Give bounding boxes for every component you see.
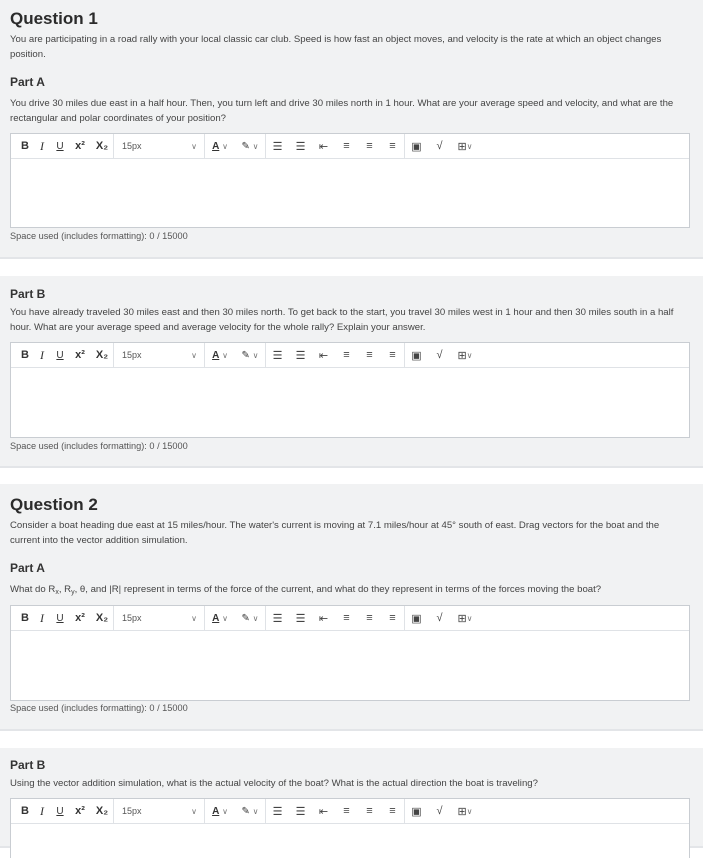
align-right-icon[interactable]: ≡ <box>389 805 396 817</box>
answer-input[interactable] <box>11 631 689 700</box>
subscript-button[interactable]: X₂ <box>95 612 109 624</box>
font-size-value: 15px <box>122 806 142 816</box>
chevron-down-icon: ∨ <box>252 141 259 151</box>
outdent-icon[interactable]: ⇤ <box>318 805 329 818</box>
editor-toolbar <box>11 343 689 368</box>
align-right-icon[interactable]: ≡ <box>389 612 396 624</box>
answer-input[interactable] <box>11 824 689 858</box>
highlight-button[interactable] <box>235 134 265 159</box>
chevron-down-icon: ∨ <box>466 350 473 360</box>
superscript-button[interactable]: x² <box>75 612 85 624</box>
chevron-down-icon: ∨ <box>222 613 228 623</box>
underline-button[interactable]: U <box>56 140 64 152</box>
text-color-icon: A <box>212 805 220 817</box>
answer-input[interactable] <box>11 159 689 227</box>
bold-button[interactable]: B <box>21 612 29 624</box>
rich-text-editor <box>10 605 690 701</box>
text-segment: What do R <box>10 584 56 595</box>
space-used-counter: Space used (includes formatting): 0 / 15000 <box>10 231 188 241</box>
editor-toolbar <box>11 606 689 631</box>
align-right-icon[interactable]: ≡ <box>389 140 396 152</box>
question-2-card <box>0 484 703 731</box>
subscript-button[interactable]: X₂ <box>95 805 109 817</box>
bullet-list-icon[interactable]: ☰ <box>272 140 283 153</box>
text-color-button[interactable] <box>205 606 235 631</box>
chevron-down-icon: ∨ <box>191 806 197 816</box>
text-segment: , R <box>58 584 72 595</box>
highlight-button[interactable] <box>235 606 265 631</box>
bold-button[interactable]: B <box>21 805 29 817</box>
insert-image-icon[interactable]: ▣ <box>411 805 422 818</box>
part-title: Part B <box>10 758 46 772</box>
text-segment: , θ, and |R| represent in terms of the force of the current, and what do they represent in terms of the forces moving the boat? <box>74 584 602 595</box>
table-icon: ⊞ <box>457 805 467 818</box>
subscript-x: x <box>55 589 59 596</box>
table-button[interactable] <box>451 606 479 631</box>
rich-text-editor <box>10 133 690 228</box>
highlighter-icon: ✎ <box>241 140 250 152</box>
chevron-down-icon: ∨ <box>222 350 228 360</box>
table-button[interactable] <box>451 799 479 824</box>
question-1-card <box>0 0 703 259</box>
bold-button[interactable]: B <box>21 140 29 152</box>
align-center-icon[interactable]: ≡ <box>366 805 373 817</box>
text-color-icon: A <box>212 349 220 361</box>
chevron-down-icon: ∨ <box>252 806 259 816</box>
font-size-value: 15px <box>122 350 142 360</box>
part-text: You have already traveled 30 miles east and then 30 miles north. To get back to the start, you travel 30 miles west in 1 hour and then 30 miles south in a half hour. What are your average speed and average velocity for the whole rally? Explain your answer. <box>10 307 674 333</box>
numbered-list-icon[interactable]: ☰ <box>295 612 306 625</box>
superscript-button[interactable]: x² <box>75 805 85 817</box>
font-size-select[interactable] <box>114 799 204 824</box>
equation-icon[interactable]: √ <box>436 140 443 152</box>
chevron-down-icon: ∨ <box>466 806 473 816</box>
part-b-card <box>0 276 703 468</box>
numbered-list-icon[interactable]: ☰ <box>295 805 306 818</box>
chevron-down-icon: ∨ <box>222 141 228 151</box>
bullet-list-icon[interactable]: ☰ <box>272 349 283 362</box>
table-icon: ⊞ <box>457 140 467 153</box>
text-color-icon: A <box>212 612 220 624</box>
outdent-icon[interactable]: ⇤ <box>318 349 329 362</box>
underline-button[interactable]: U <box>56 612 64 624</box>
space-used-counter: Space used (includes formatting): 0 / 15000 <box>10 703 188 713</box>
superscript-button[interactable]: x² <box>75 349 85 361</box>
rich-text-editor <box>10 342 690 438</box>
align-left-icon[interactable]: ≡ <box>343 140 350 152</box>
font-size-select[interactable] <box>114 134 204 159</box>
subscript-button[interactable]: X₂ <box>95 349 109 361</box>
italic-button[interactable]: I <box>40 138 44 153</box>
question-intro: Consider a boat heading due east at 15 miles/hour. The water's current is moving at 7.1 miles/hour at 45° south of east. Drag vectors for the boat and the current into the vector addition simulation. <box>10 520 660 546</box>
chevron-down-icon: ∨ <box>191 350 197 360</box>
font-size-select[interactable] <box>114 606 204 631</box>
question-title: Question 1 <box>10 9 98 28</box>
part-title: Part B <box>10 287 46 301</box>
equation-icon[interactable]: √ <box>436 349 443 361</box>
chevron-down-icon: ∨ <box>191 613 197 623</box>
highlighter-icon: ✎ <box>241 612 250 624</box>
bullet-list-icon[interactable]: ☰ <box>272 805 283 818</box>
table-button[interactable] <box>451 343 479 368</box>
font-size-value: 15px <box>122 141 142 151</box>
superscript-button[interactable]: x² <box>75 140 85 152</box>
part-title: Part A <box>10 75 45 89</box>
align-left-icon[interactable]: ≡ <box>343 805 350 817</box>
align-left-icon[interactable]: ≡ <box>343 349 350 361</box>
part-b-card <box>0 748 703 848</box>
highlight-button[interactable] <box>235 343 265 368</box>
bold-button[interactable]: B <box>21 349 29 361</box>
question-title: Question 2 <box>10 495 98 514</box>
underline-button[interactable]: U <box>56 349 64 361</box>
question-intro: You are participating in a road rally with your local classic car club. Speed is how fast an object moves, and velocity is the rate at which an object changes position. <box>10 34 662 60</box>
editor-toolbar <box>11 799 689 824</box>
insert-image-icon[interactable]: ▣ <box>411 349 422 362</box>
italic-button[interactable]: I <box>40 347 44 362</box>
text-color-icon: A <box>212 140 220 152</box>
insert-image-icon[interactable]: ▣ <box>411 612 422 625</box>
outdent-icon[interactable]: ⇤ <box>318 612 329 625</box>
answer-input[interactable] <box>11 368 689 437</box>
equation-icon[interactable]: √ <box>436 805 443 817</box>
highlighter-icon: ✎ <box>241 805 250 817</box>
insert-image-icon[interactable]: ▣ <box>411 140 422 153</box>
chevron-down-icon: ∨ <box>466 613 473 623</box>
outdent-icon[interactable]: ⇤ <box>318 140 329 153</box>
chevron-down-icon: ∨ <box>466 141 473 151</box>
align-center-icon[interactable]: ≡ <box>366 612 373 624</box>
bullet-list-icon[interactable]: ☰ <box>272 612 283 625</box>
align-left-icon[interactable]: ≡ <box>343 612 350 624</box>
subscript-button[interactable]: X₂ <box>95 140 109 152</box>
table-button[interactable] <box>451 134 479 159</box>
italic-button[interactable]: I <box>40 803 44 818</box>
italic-button[interactable]: I <box>40 610 44 625</box>
align-center-icon[interactable]: ≡ <box>366 349 373 361</box>
text-color-button[interactable] <box>205 799 235 824</box>
text-color-button[interactable] <box>205 134 235 159</box>
chevron-down-icon: ∨ <box>222 806 228 816</box>
chevron-down-icon: ∨ <box>252 350 259 360</box>
align-center-icon[interactable]: ≡ <box>366 140 373 152</box>
part-text <box>10 582 690 600</box>
underline-button[interactable]: U <box>56 805 64 817</box>
font-size-select[interactable] <box>114 343 204 368</box>
highlight-button[interactable] <box>235 799 265 824</box>
numbered-list-icon[interactable]: ☰ <box>295 140 306 153</box>
numbered-list-icon[interactable]: ☰ <box>295 349 306 362</box>
align-right-icon[interactable]: ≡ <box>389 349 396 361</box>
subscript-y: y <box>71 589 75 596</box>
part-title: Part A <box>10 561 45 575</box>
table-icon: ⊞ <box>457 349 467 362</box>
font-size-value: 15px <box>122 613 142 623</box>
table-icon: ⊞ <box>457 612 467 625</box>
equation-icon[interactable]: √ <box>436 612 443 624</box>
highlighter-icon: ✎ <box>241 349 250 361</box>
rich-text-editor <box>10 798 690 858</box>
part-text: Using the vector addition simulation, what is the actual velocity of the boat? What is the actual direction the boat is traveling? <box>10 778 538 789</box>
chevron-down-icon: ∨ <box>252 613 259 623</box>
space-used-counter: Space used (includes formatting): 0 / 15000 <box>10 441 188 451</box>
chevron-down-icon: ∨ <box>191 141 197 151</box>
editor-toolbar <box>11 134 689 159</box>
text-color-button[interactable] <box>205 343 235 368</box>
part-text: You drive 30 miles due east in a half hour. Then, you turn left and drive 30 miles north in 1 hour. What are your average speed and velocity, and what are the rectangular and polar coordinates of your position? <box>10 98 674 124</box>
